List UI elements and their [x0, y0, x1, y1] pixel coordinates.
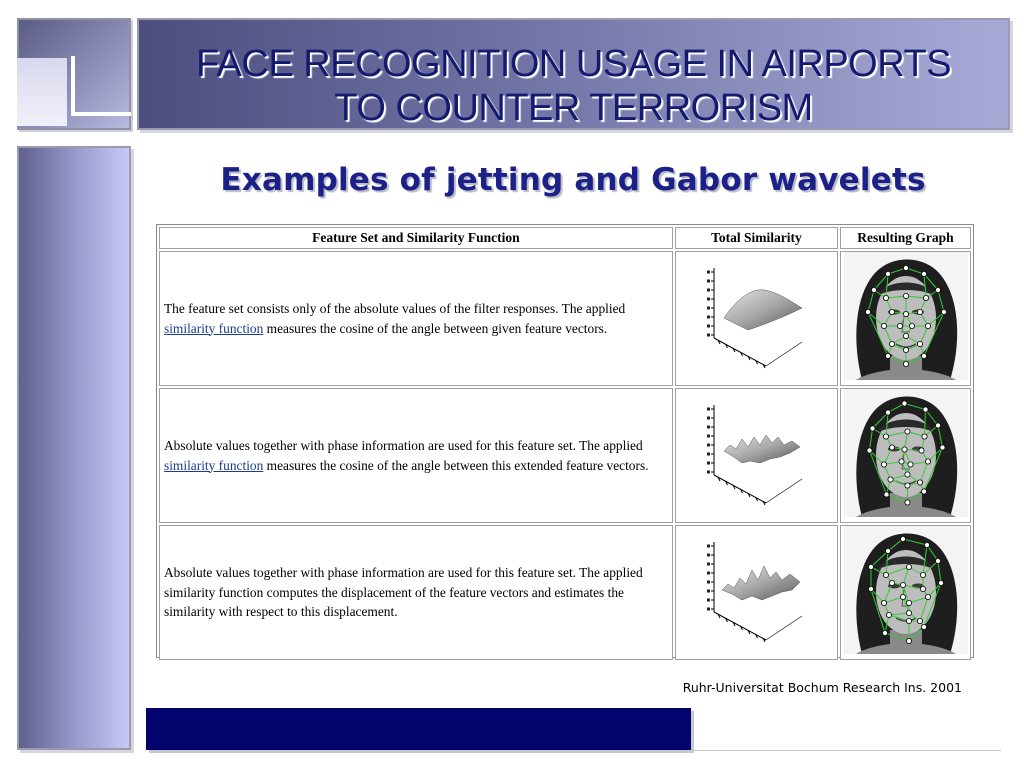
footer-rule [691, 750, 1001, 751]
feature-table [156, 224, 974, 658]
header-resulting-graph: Resulting Graph [840, 227, 971, 249]
description-text: Absolute values together with phase information are used for this feature set. The applied similarity function computes the displacement of the feature vectors and estimates the similarity with respect to this displacement. [164, 565, 643, 620]
slide-title-line-1: FACE RECOGNITION USAGE IN AIRPORTS [195, 43, 952, 85]
side-bar [17, 146, 131, 750]
feature-description [159, 525, 673, 660]
feature-description [159, 251, 673, 386]
description-text: The feature set consists only of the absolute values of the filter responses. The applied [164, 301, 626, 316]
feature-description [159, 388, 673, 523]
logo-inner-panel [17, 58, 67, 126]
corner-logo [17, 18, 131, 130]
face-graph-image [844, 252, 968, 380]
graph-cell [840, 525, 971, 660]
slide-title-line-2: TO COUNTER TERRORISM [334, 87, 813, 129]
similarity-plot-cell [675, 251, 838, 386]
graph-cell [840, 388, 971, 523]
similarity-function-link[interactable]: similarity function [164, 457, 264, 473]
similarity-plot-cell [675, 525, 838, 660]
similarity-surface-plot [706, 397, 806, 509]
table-row [159, 251, 971, 386]
description-text: measures the cosine of the angle between this extended feature vectors. [263, 457, 649, 473]
similarity-function-link[interactable]: similarity function [164, 320, 264, 336]
logo-divider-horizontal [71, 112, 131, 116]
logo-divider-vertical [71, 56, 75, 116]
header-total-similarity: Total Similarity [675, 227, 838, 249]
face-graph-image [844, 389, 968, 517]
footer-bar [146, 708, 691, 750]
title-bar [137, 18, 1010, 130]
credit-text: Ruhr-Universitat Bochum Research Ins. 2001 [682, 680, 962, 695]
table-header-row [159, 227, 971, 249]
header-feature-set: Feature Set and Similarity Function [159, 227, 673, 249]
slide-subtitle: Examples of jetting and Gabor wavelets [220, 162, 926, 198]
description-text: Absolute values together with phase information are used for this feature set. The applied [164, 438, 643, 453]
graph-cell [840, 251, 971, 386]
description-text: measures the cosine of the angle between given feature vectors. [263, 320, 608, 336]
table-row [159, 388, 971, 523]
table-row [159, 525, 971, 660]
similarity-plot-cell [675, 388, 838, 523]
face-graph-image [844, 526, 968, 654]
similarity-surface-plot [706, 260, 806, 372]
similarity-surface-plot [706, 534, 806, 646]
